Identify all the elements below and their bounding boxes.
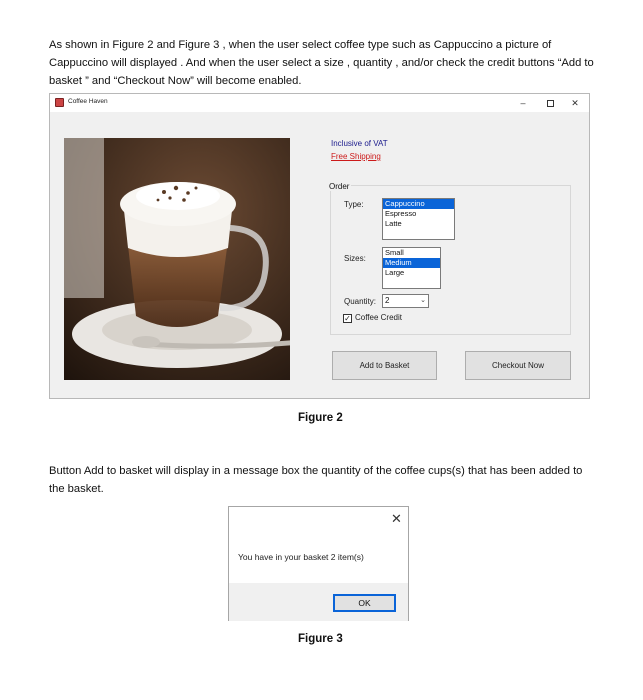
checkbox-icon[interactable]: ✓ bbox=[344, 314, 351, 323]
quantity-value: 2 bbox=[385, 296, 390, 305]
free-shipping-link[interactable]: Free Shipping bbox=[331, 152, 381, 161]
quantity-combobox[interactable] bbox=[382, 294, 429, 308]
type-option-espresso[interactable]: Espresso bbox=[385, 209, 417, 218]
message-box bbox=[228, 506, 409, 621]
window-title: Coffee Haven bbox=[68, 98, 108, 105]
close-icon[interactable]: ✕ bbox=[391, 511, 402, 526]
cappuccino-image bbox=[64, 138, 290, 380]
size-option-large[interactable]: Large bbox=[385, 268, 405, 277]
coffee-credit-checkbox[interactable] bbox=[343, 313, 402, 323]
type-option-cappuccino[interactable]: Cappuccino bbox=[383, 199, 454, 209]
chevron-down-icon[interactable]: ⌄ bbox=[420, 297, 426, 304]
maximize-button[interactable] bbox=[540, 95, 560, 111]
figure-2-caption: Figure 2 bbox=[298, 412, 343, 424]
quantity-label: Quantity: bbox=[344, 297, 377, 306]
figure-3-caption: Figure 3 bbox=[298, 633, 343, 645]
add-to-basket-button[interactable]: Add to Basket bbox=[332, 351, 437, 380]
minimize-button[interactable]: – bbox=[520, 98, 526, 108]
title-bar bbox=[50, 94, 589, 112]
sizes-listbox[interactable] bbox=[382, 247, 441, 289]
type-listbox[interactable] bbox=[382, 198, 455, 240]
coffee-photo bbox=[64, 138, 290, 380]
size-option-medium[interactable]: Medium bbox=[383, 258, 440, 268]
app-icon bbox=[55, 98, 64, 107]
type-option-latte[interactable]: Latte bbox=[385, 219, 402, 228]
maximize-icon bbox=[547, 100, 554, 107]
order-group-label: Order bbox=[329, 182, 350, 191]
description-paragraph: Button Add to basket will display in a message box the quantity of the coffee cups(s) that has been added to the basket. bbox=[49, 465, 583, 495]
intro-paragraph: As shown in Figure 2 and Figure 3 , when the user select coffee type such as Cappuccino a picture of Cappuccino will displayed . And when the user select a size , quantity , and/or check the credit buttons “Add to basket ” and “Checkout Now” will become enabled. bbox=[49, 39, 594, 87]
sizes-label: Sizes: bbox=[344, 254, 366, 263]
ok-button[interactable]: OK bbox=[333, 594, 396, 612]
close-button[interactable]: ✕ bbox=[571, 98, 579, 108]
message-text: You have in your basket 2 item(s) bbox=[238, 552, 364, 562]
size-option-small[interactable]: Small bbox=[385, 248, 404, 257]
type-label: Type: bbox=[344, 200, 364, 209]
vat-label: Inclusive of VAT bbox=[331, 139, 388, 148]
coffee-credit-label: Coffee Credit bbox=[355, 313, 402, 322]
coffee-haven-window bbox=[49, 93, 590, 399]
checkout-now-button[interactable]: Checkout Now bbox=[465, 351, 571, 380]
